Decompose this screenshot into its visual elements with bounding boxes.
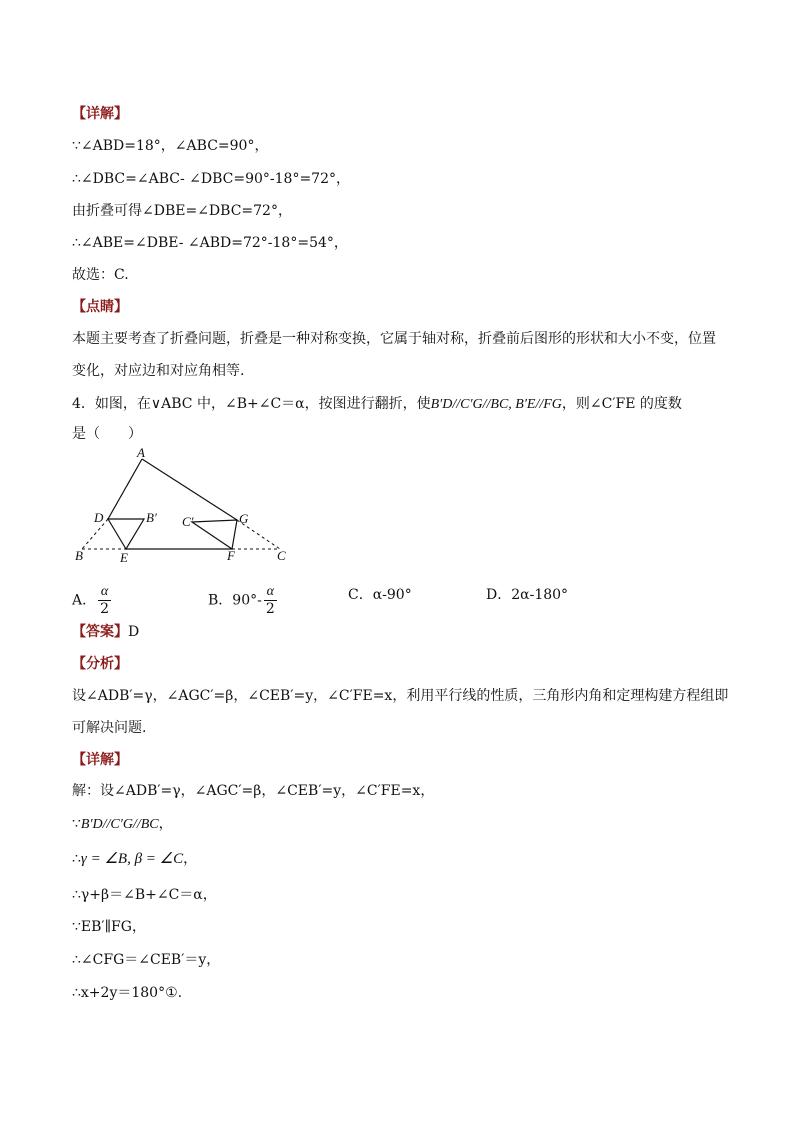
analysis-line-2: 可解决问题. [72, 720, 147, 736]
label-E: E [120, 550, 128, 565]
solution-line-2: ∴∠DBC=∠ABC- ∠DBC=90°-18°=72°， [72, 171, 350, 187]
parallel-statement: B′D//C′G//BC [80, 817, 159, 832]
dianjing-line-2: 变化，对应边和对应角相等. [72, 363, 245, 379]
folded-triangle-DB'E [108, 519, 144, 549]
option-c[interactable]: C．α-90° [348, 587, 412, 603]
angle-equalities: γ = ∠B, β = ∠C [80, 851, 184, 867]
detail-line-3: ∴γ = ∠B, β = ∠C， [72, 851, 198, 867]
detail-line-7: ∴x+2y＝180°①. [72, 985, 183, 1001]
option-a-fraction: $\frac{\alpha}{2}$ [100, 584, 110, 617]
question-line-1 [72, 394, 682, 415]
analysis-line-1: 设∠ADB′=γ，∠AGC′=β，∠CEB′=y，∠C′FE=x，利用平行线的性质，三角形内角和定理构建方程组即 [72, 688, 729, 704]
triangle-figure [70, 444, 300, 570]
dianjing-line-1: 本题主要考查了折叠问题，折叠是一种对称变换，它属于轴对称，折叠前后图形的形状和大小不变，位置 [72, 331, 716, 347]
solution-line-1: ∵∠ABD=18°，∠ABC=90°， [72, 138, 269, 154]
detail-line-2: ∵B′D//C′G//BC， [72, 816, 173, 832]
solution-line-4: ∴∠ABE=∠DBE- ∠ABD=72°-18°=54°， [72, 235, 348, 251]
option-a-label: A． [72, 592, 97, 609]
detail-line-5: ∵EB′∥FG， [72, 919, 146, 935]
option-b[interactable] [208, 584, 279, 617]
folded-triangle-C'GF [192, 520, 237, 549]
detail-line-4: ∴γ+β＝∠B+∠C＝α， [72, 887, 217, 903]
option-a[interactable] [72, 584, 113, 617]
label-A: A [137, 445, 145, 460]
answer-label: 【答案】 [72, 624, 128, 640]
solution-line-3: 由折叠可得∠DBE=∠DBC=72°， [72, 203, 292, 219]
dianjing-heading: 【点睛】 [72, 299, 128, 315]
question-line-2: 是（ ） [72, 426, 142, 442]
analysis-heading: 【分析】 [72, 656, 128, 672]
question-prefix: 4．如图，在∨ABC 中，∠B+∠C＝α，按图进行翻折，使 [72, 396, 431, 412]
option-d[interactable]: D．2α-180° [486, 587, 569, 603]
label-D: D [94, 510, 104, 525]
label-B: B [75, 548, 83, 563]
question-condition: B′D//C′G//BC, B′E//FG [430, 397, 562, 412]
detail-heading-1: 【详解】 [72, 106, 128, 122]
question-suffix: ，则∠C′FE 的度数 [561, 396, 682, 412]
label-F: F [227, 548, 235, 563]
segment-AD [108, 459, 142, 519]
label-G: G [239, 511, 249, 526]
solution-line-5: 故选：C. [72, 267, 129, 283]
detail-line-6: ∴∠CFG＝∠CEB′＝y， [72, 952, 221, 968]
option-b-label: B．90°- [208, 592, 262, 609]
detail-heading-2: 【详解】 [72, 752, 128, 768]
answer-line [72, 622, 139, 642]
label-C: C [277, 548, 286, 563]
option-b-fraction: $\frac{\alpha}{2}$ [265, 584, 275, 617]
answer-value: D [128, 624, 140, 640]
detail-line-1: 解：设∠ADB′=γ，∠AGC′=β，∠CEB′=y，∠C′FE=x， [72, 783, 435, 799]
options-row [72, 578, 722, 617]
label-B-prime: B′ [146, 510, 157, 525]
label-C-prime: C′ [182, 514, 194, 529]
